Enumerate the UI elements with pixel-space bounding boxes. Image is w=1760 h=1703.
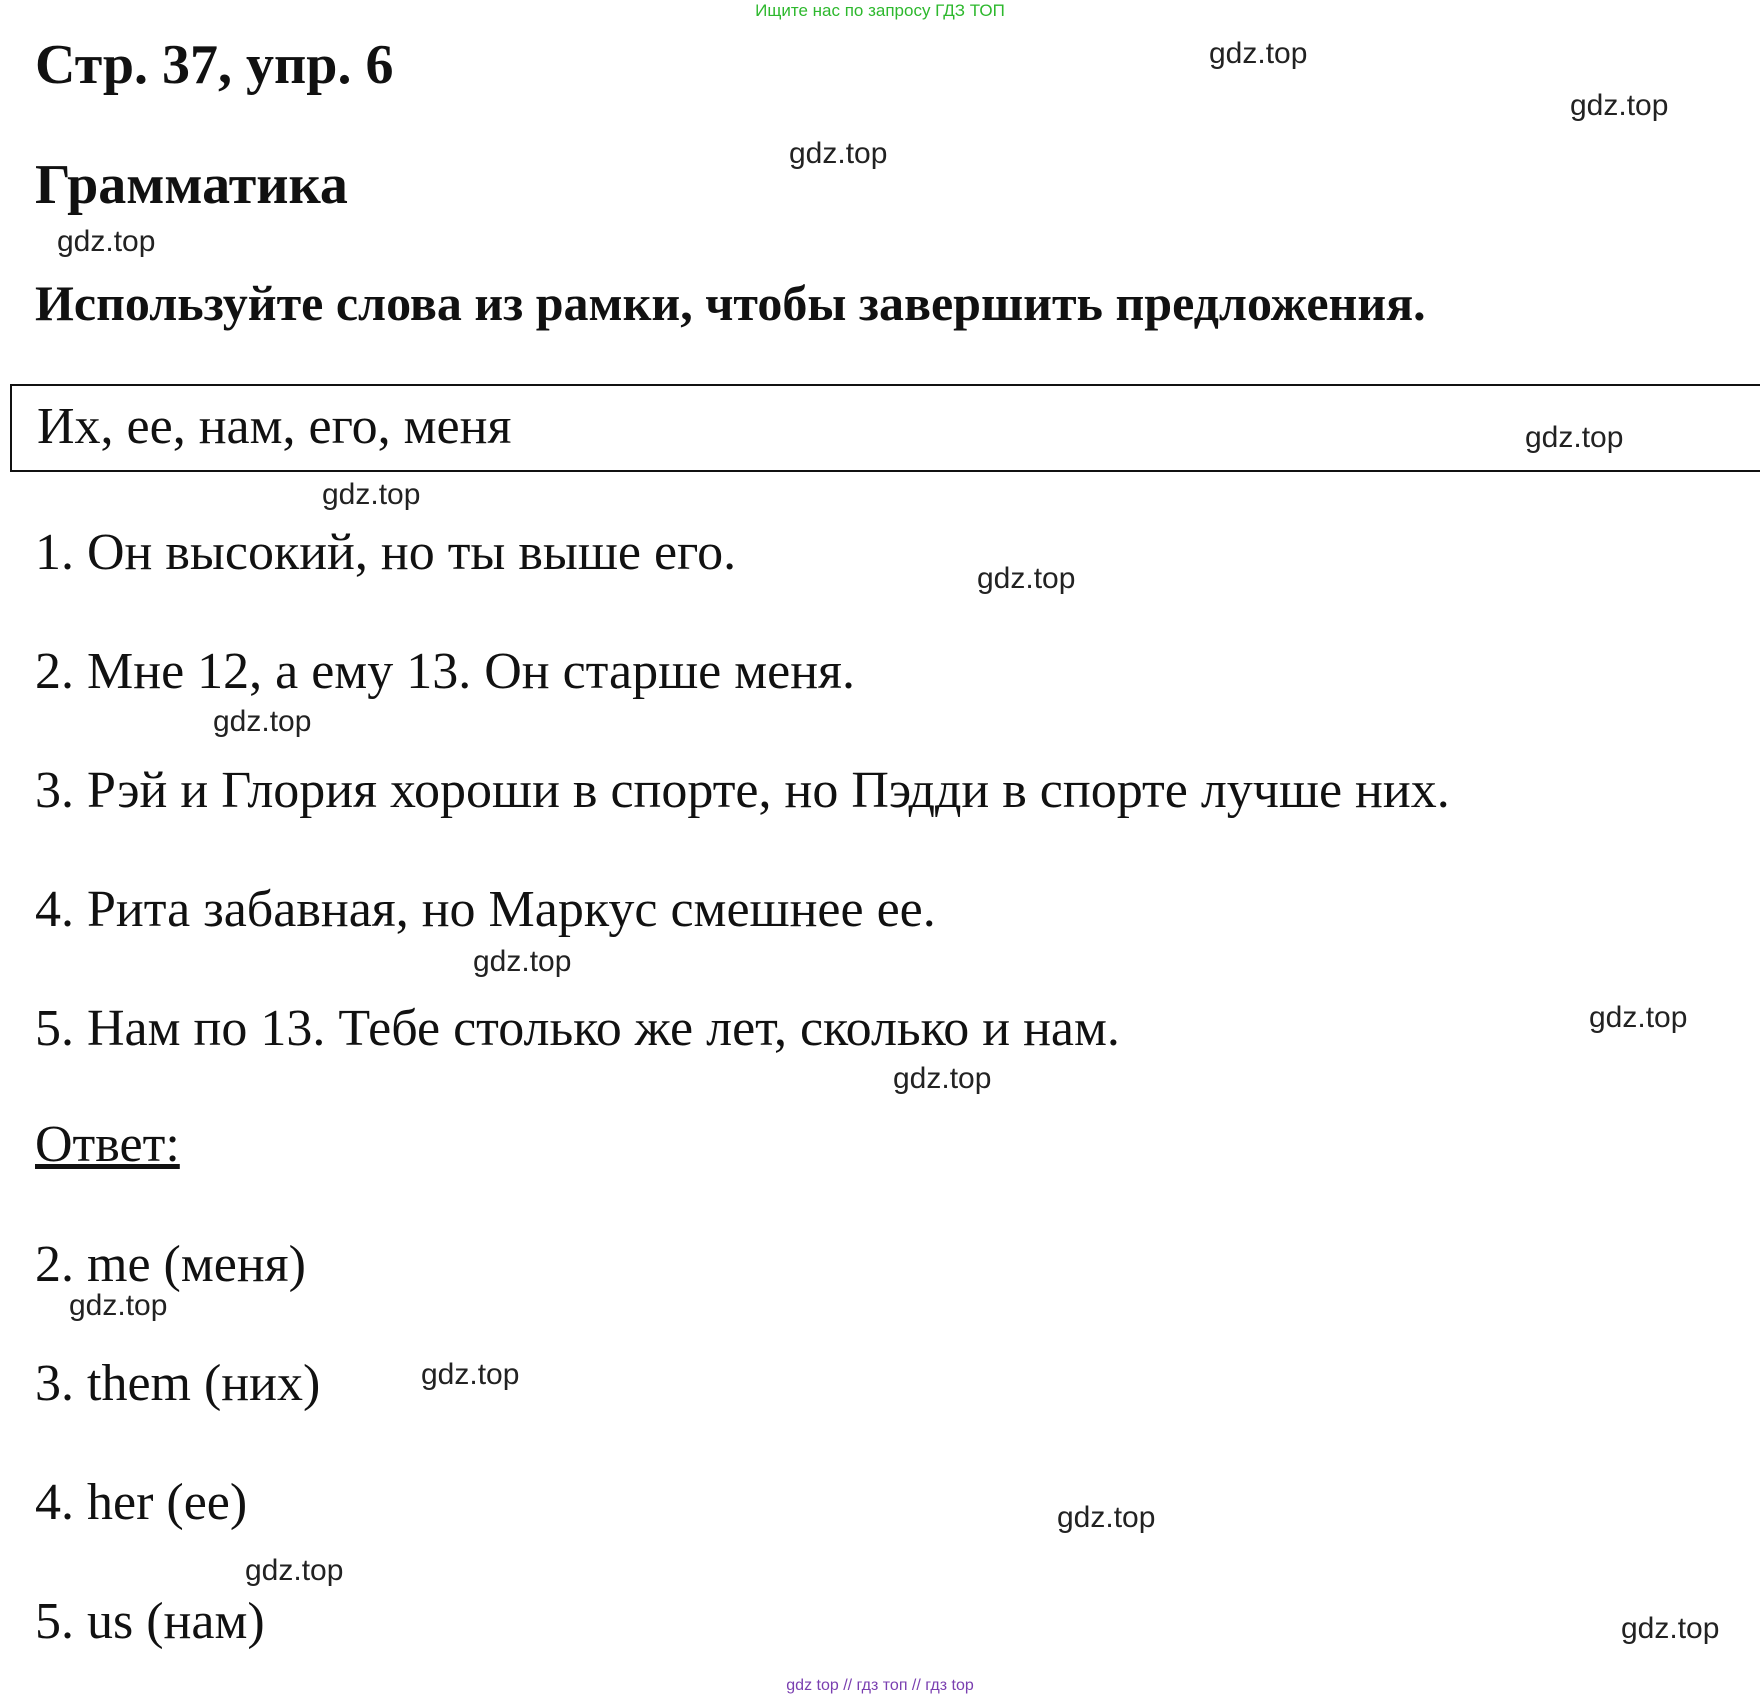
answer-5: 5. us (нам)	[35, 1593, 265, 1650]
watermark: gdz.top	[1589, 1001, 1688, 1034]
sentence-4: 4. Рита забавная, но Маркус смешнее ее.	[35, 881, 936, 938]
answer-4: 4. her (ее)	[35, 1474, 248, 1531]
watermark: gdz.top	[57, 225, 156, 258]
watermark: gdz.top	[1570, 89, 1669, 122]
watermark: gdz.top	[421, 1358, 520, 1391]
watermark: gdz.top	[977, 562, 1076, 595]
watermark: gdz.top	[789, 137, 888, 170]
word-box	[10, 384, 1760, 472]
watermark: gdz.top	[213, 705, 312, 738]
answer-2: 2. me (меня)	[35, 1236, 306, 1293]
watermark: gdz.top	[1057, 1501, 1156, 1534]
watermark: gdz.top	[893, 1062, 992, 1095]
watermark: gdz.top	[1525, 421, 1624, 454]
sentence-5: 5. Нам по 13. Тебе столько же лет, сколько и нам.	[35, 1000, 1120, 1057]
watermark: gdz.top	[1209, 37, 1308, 70]
top-banner: Ищите нас по запросу ГДЗ ТОП	[755, 1, 1005, 20]
sentence-2: 2. Мне 12, а ему 13. Он старше меня.	[35, 643, 855, 700]
watermark: gdz.top	[322, 478, 421, 511]
sentence-3: 3. Рэй и Глория хороши в спорте, но Пэдди в спорте лучше них.	[35, 762, 1450, 819]
watermark: gdz.top	[1621, 1612, 1720, 1645]
watermark: gdz.top	[245, 1554, 344, 1587]
exercise-instruction: Используйте слова из рамки, чтобы завершить предложения.	[35, 275, 1426, 331]
answer-3: 3. them (них)	[35, 1355, 321, 1412]
sentence-1: 1. Он высокий, но ты выше его.	[35, 524, 737, 581]
watermark: gdz.top	[473, 945, 572, 978]
word-box-text: Их, ее, нам, его, меня	[37, 398, 512, 455]
page-title: Стр. 37, упр. 6	[35, 34, 394, 96]
watermark: gdz.top	[69, 1289, 168, 1322]
section-heading: Грамматика	[35, 154, 348, 216]
answer-heading: Ответ:	[35, 1116, 180, 1173]
bottom-banner: gdz top // гдз топ // гдз top	[786, 1677, 974, 1694]
